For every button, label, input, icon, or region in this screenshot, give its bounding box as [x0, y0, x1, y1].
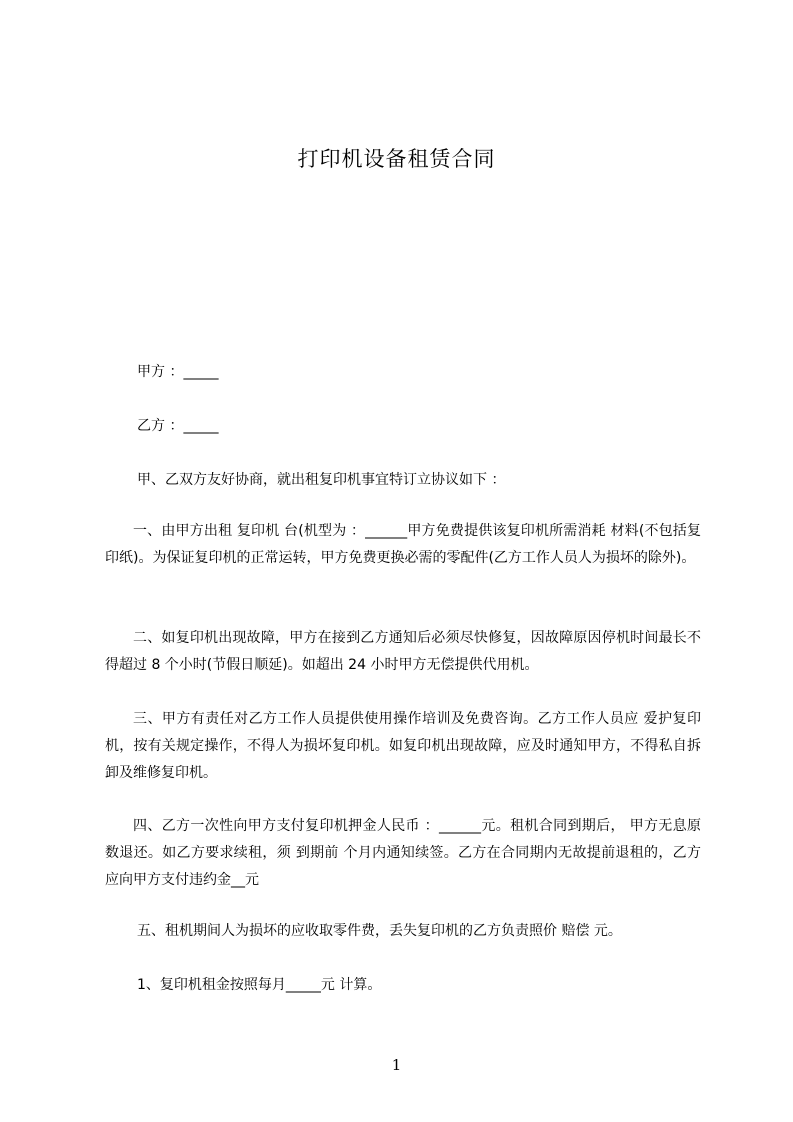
document-title: 打印机设备租赁合同 [297, 147, 496, 171]
clause-2: 二、如复印机出现故障，甲方在接到乙方通知后必须尽快修复，因故障原因停机时间最长不得超过 8 个小时(节假日顺延)。如超出 24 小时甲方无偿提供代用机。 [105, 630, 701, 673]
party-a-line: 甲方 ：_____ [137, 364, 219, 380]
party-b-line: 乙方 ：_____ [137, 418, 219, 434]
rent-item-1: 1、复印机租金按照每月_____元 计算。 [137, 977, 382, 993]
clause-3: 三、甲方有责任对乙方工作人员提供使用操作培训及免费咨询。乙方工作人员应 爱护复印机，按有关规定操作，不得人为损坏复印机。如复印机出现故障，应及时通知甲方，不得私自拆卸及维修复印机。 [105, 711, 701, 781]
agreement-intro: 甲、乙双方友好协商，就出租复印机事宜特订立协议如下 ： [137, 472, 506, 488]
page-number: 1 [391, 1056, 402, 1074]
clause-5: 五、租机期间人为损坏的应收取零件费，丢失复印机的乙方负责照价 赔偿 元。 [137, 923, 622, 939]
clause-4: 四、乙方一次性向甲方支付复印机押金人民币 ：______元。租机合同到期后， 甲方无息原数退还。如乙方要求续租，须 到期前 个月内通知续签。乙方在合同期内无故提前退租的，乙方应向甲方支付违约金__元 [105, 818, 701, 888]
clause-1: 一、由甲方出租 复印机 台(机型为 ：______甲方免费提供该复印机所需消耗 材料(不包括复印纸)。为保证复印机的正常运转，甲方免费更换必需的零配件(乙方工作人员人为损坏的除外)。 [105, 523, 701, 566]
